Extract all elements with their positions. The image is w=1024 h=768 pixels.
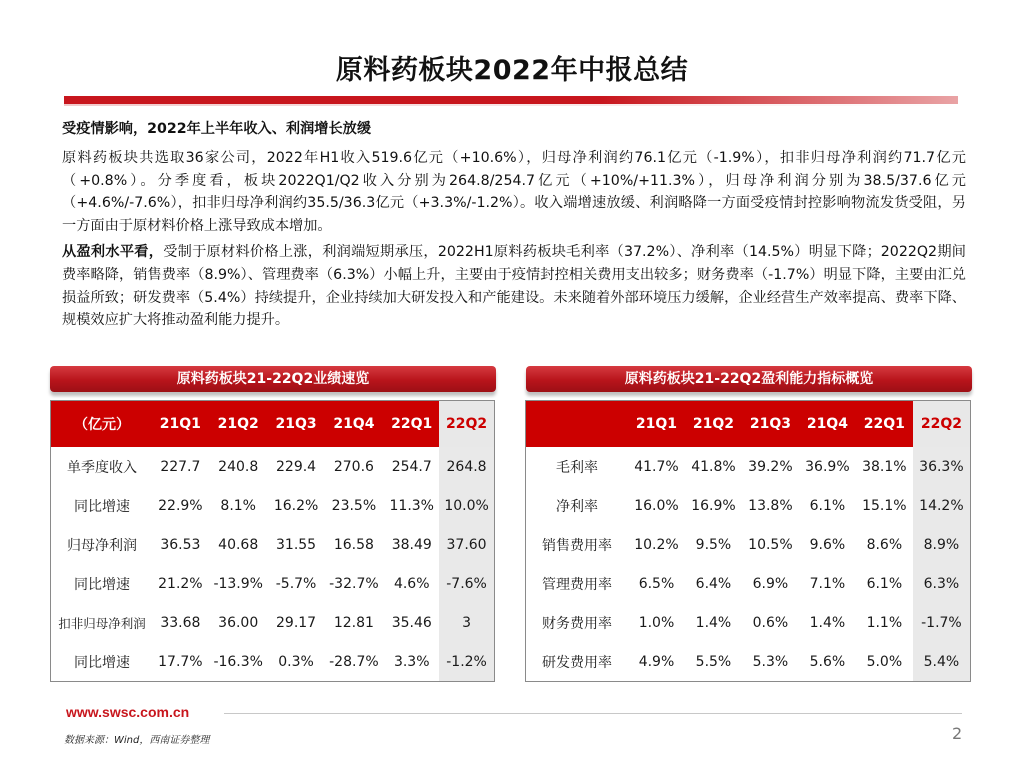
table-cell: 21.2% — [158, 575, 203, 592]
row-label: 销售费用率 — [542, 537, 612, 554]
column-header: 21Q4 — [799, 401, 856, 448]
section-heading: 受疫情影响，2022年上半年收入、利润增长放缓 — [62, 121, 372, 137]
table-cell: 10.5% — [748, 536, 793, 553]
table-cell: 22.9% — [158, 497, 203, 514]
left-table-banner: 原料药板块21-22Q2业绩速览 — [50, 366, 496, 392]
table-cell: -16.3% — [213, 653, 263, 670]
table-cell: 5.6% — [809, 653, 846, 670]
column-header: 21Q2 — [685, 401, 742, 448]
table-row — [526, 603, 971, 642]
title-divider — [64, 96, 958, 104]
table-cell: 1.0% — [638, 614, 675, 631]
table-corner-cell: （亿元） — [51, 401, 154, 448]
table-row — [51, 486, 495, 525]
table-corner-cell — [526, 401, 629, 448]
footer-website-link[interactable]: www.swsc.com.cn — [66, 704, 190, 720]
table-header-row — [51, 401, 495, 448]
table-cell: 7.1% — [809, 575, 846, 592]
table-cell: 1.1% — [866, 614, 903, 631]
profitability-table — [525, 400, 971, 682]
table-cell: 16.2% — [273, 497, 319, 514]
table-cell: -1.7% — [913, 603, 971, 642]
table-row — [51, 642, 495, 682]
row-label: 净利率 — [556, 498, 598, 515]
table-cell: 36.53 — [160, 536, 201, 553]
table-cell: 254.7 — [391, 458, 432, 475]
table-cell: 0.6% — [752, 614, 789, 631]
column-header: 21Q1 — [153, 401, 208, 448]
column-header: 22Q1 — [856, 401, 913, 448]
table-cell: 29.17 — [276, 614, 317, 631]
row-label: 归母净利润 — [67, 537, 137, 554]
column-header: 21Q3 — [742, 401, 799, 448]
row-label: 研发费用率 — [542, 654, 612, 671]
paragraph-lead: 从盈利水平看， — [62, 243, 164, 260]
footer-divider — [224, 713, 962, 714]
table-cell: -7.6% — [439, 564, 494, 603]
table-row — [51, 525, 495, 564]
table-cell: 5.4% — [913, 642, 971, 682]
table-cell: 5.0% — [866, 653, 903, 670]
page-title: 原料药板块2022年中报总结 — [335, 55, 689, 86]
table-cell: 41.7% — [634, 458, 679, 475]
column-header: 22Q1 — [384, 401, 439, 448]
row-label: 同比增速 — [74, 654, 130, 671]
table-cell: 16.9% — [691, 497, 736, 514]
table-cell: 10.2% — [634, 536, 679, 553]
table-cell: 13.8% — [748, 497, 793, 514]
column-header: 21Q3 — [269, 401, 324, 448]
table-row — [51, 564, 495, 603]
column-header: 21Q4 — [323, 401, 384, 448]
table-cell: 36.3% — [913, 447, 971, 486]
page-number: 2 — [952, 724, 963, 743]
row-label: 同比增速 — [74, 576, 130, 593]
table-cell: 3 — [439, 603, 494, 642]
column-header: 21Q1 — [628, 401, 685, 448]
table-cell: 38.1% — [862, 458, 907, 475]
table-cell: 36.9% — [805, 458, 850, 475]
right-table-banner: 原料药板块21-22Q2盈利能力指标概览 — [526, 366, 972, 392]
table-cell: 15.1% — [862, 497, 907, 514]
table-cell: 39.2% — [748, 458, 793, 475]
row-label: 毛利率 — [556, 459, 598, 476]
table-cell: 16.58 — [333, 536, 374, 553]
table-cell: 4.9% — [638, 653, 675, 670]
table-cell: 12.81 — [333, 614, 374, 631]
table-cell: 37.60 — [439, 525, 494, 564]
table-cell: -28.7% — [329, 653, 379, 670]
table-cell: 6.1% — [809, 497, 846, 514]
table-cell: 6.3% — [913, 564, 971, 603]
table-cell: 264.8 — [439, 447, 494, 486]
table-cell: 5.3% — [752, 653, 789, 670]
row-label: 单季度收入 — [67, 459, 137, 476]
table-cell: 6.4% — [695, 575, 732, 592]
column-header: 22Q2 — [439, 401, 494, 448]
column-header: 21Q2 — [208, 401, 269, 448]
table-cell: 8.9% — [913, 525, 971, 564]
table-cell: 38.49 — [391, 536, 432, 553]
table-cell: 0.3% — [278, 653, 314, 670]
paragraph-body: 受制于原材料价格上涨，利润端短期承压，2022H1原料药板块毛利率（37.2%）、净利率（14.5%）明显下降；2022Q2期间费率略降，销售费率（8.9%）、管理费率（6.3%）小幅上升，主要由于疫情封控相关费用支出较多；财务费率（-1.7%）明显下降，主要由汇兑损益所致；研发费率（5.4%）持续提升，企业持续加大研发投入和产能建设。未来随着外部环境压力缓解，企业经营生产效率提高、费率下降、规模效应扩大将推动盈利能力提升。 — [62, 243, 966, 329]
column-header: 22Q2 — [913, 401, 971, 448]
table-row — [51, 447, 495, 486]
table-row — [526, 642, 971, 682]
table-cell: 8.1% — [220, 497, 256, 514]
title-divider-shadow — [64, 104, 958, 106]
table-header-row — [526, 401, 971, 448]
table-cell: 36.00 — [218, 614, 259, 631]
table-cell: 14.2% — [913, 486, 971, 525]
table-cell: 10.0% — [439, 486, 494, 525]
table-cell: 6.9% — [752, 575, 789, 592]
table-cell: 1.4% — [809, 614, 846, 631]
table-cell: 8.6% — [866, 536, 903, 553]
row-label: 财务费用率 — [542, 615, 612, 632]
table-cell: 1.4% — [695, 614, 732, 631]
table-row — [526, 564, 971, 603]
table-cell: 9.6% — [809, 536, 846, 553]
table-cell: 227.7 — [160, 458, 201, 475]
table-cell: 35.46 — [391, 614, 432, 631]
paragraph-profitability — [62, 241, 966, 332]
table-cell: 11.3% — [389, 497, 434, 514]
table-cell: 9.5% — [695, 536, 732, 553]
table-cell: 33.68 — [160, 614, 201, 631]
table-cell: 240.8 — [218, 458, 259, 475]
table-cell: 23.5% — [331, 497, 377, 514]
table-row — [526, 447, 971, 486]
table-cell: -5.7% — [275, 575, 317, 592]
paragraph-revenue: 原料药板块共选取36家公司，2022年H1收入519.6亿元（+10.6%），归母净利润约76.1亿元（-1.9%），扣非归母净利润约71.7亿元（+0.8%）。分季度看，板块2022Q1/Q2收入分别为264.8/254.7亿元（+10%/+11.3%），归母净利润分别为38.5/37.6亿元（+4.6%/-7.6%），扣非归母净利润约35.5/36.3亿元（+3.3%/-1.2%）。收入端增速放缓、利润略降一方面受疫情封控影响物流发货受阻，另一方面由于原材料价格上涨导致成本增加。 — [62, 149, 966, 235]
summary-text — [62, 118, 966, 335]
table-cell: 17.7% — [158, 653, 203, 670]
table-cell: 40.68 — [218, 536, 259, 553]
table-row — [526, 486, 971, 525]
table-cell: 5.5% — [695, 653, 732, 670]
table-cell: 31.55 — [276, 536, 317, 553]
table-cell: 6.5% — [638, 575, 675, 592]
table-cell: -32.7% — [329, 575, 379, 592]
table-cell: 41.8% — [691, 458, 736, 475]
row-label: 管理费用率 — [542, 576, 612, 593]
table-cell: 3.3% — [393, 653, 430, 670]
table-cell: 270.6 — [333, 458, 374, 475]
table-cell: -1.2% — [439, 642, 494, 682]
table-cell: 229.4 — [276, 458, 317, 475]
data-source-note: 数据来源：Wind，西南证券整理 — [64, 735, 210, 746]
row-label: 同比增速 — [74, 498, 130, 515]
row-label: 扣非归母净利润 — [58, 615, 146, 631]
table-cell: 16.0% — [634, 497, 679, 514]
table-cell: -13.9% — [213, 575, 263, 592]
table-cell: 4.6% — [393, 575, 430, 592]
performance-table — [50, 400, 495, 682]
table-cell: 6.1% — [866, 575, 903, 592]
table-row — [526, 525, 971, 564]
table-row — [51, 603, 495, 642]
